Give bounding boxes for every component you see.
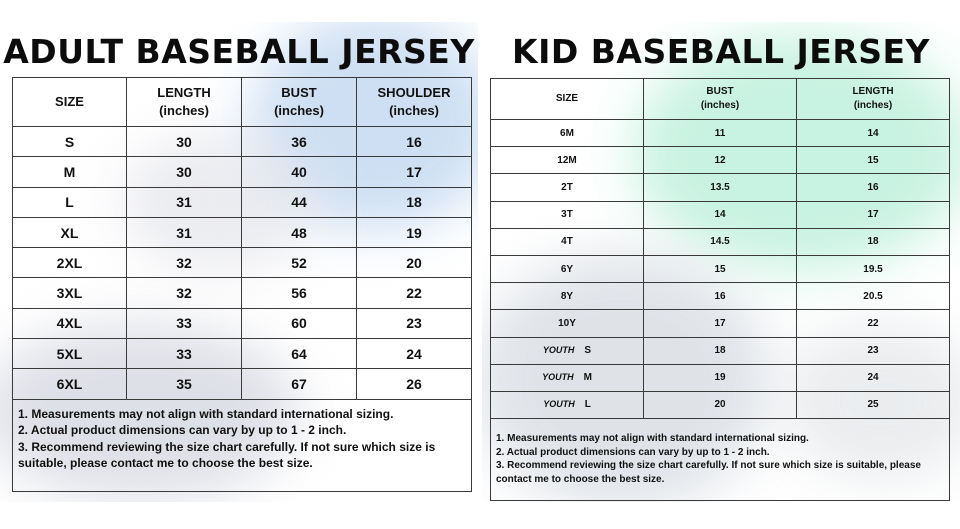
table-row — [13, 308, 472, 338]
adult-header-size: SIZE — [13, 78, 127, 127]
length-cell: 32 — [127, 248, 242, 278]
adult-header-shoulder: SHOULDER (inches) — [357, 78, 472, 127]
length-cell: 25 — [797, 391, 950, 418]
shoulder-cell: 26 — [357, 369, 472, 399]
table-row — [13, 278, 472, 308]
shoulder-cell: 24 — [357, 339, 472, 369]
kid-header-length: LENGTH (inches) — [797, 79, 950, 120]
length-cell: 30 — [127, 127, 242, 157]
kid-header-size: SIZE — [491, 79, 644, 120]
bust-cell: 48 — [242, 217, 357, 247]
bust-cell: 36 — [242, 127, 357, 157]
size-cell: 6Y — [491, 255, 644, 282]
size-cell: 10Y — [491, 310, 644, 337]
bust-cell: 12 — [644, 147, 797, 174]
length-cell: 18 — [797, 228, 950, 255]
bust-cell: 15 — [644, 255, 797, 282]
length-cell: 35 — [127, 369, 242, 399]
shoulder-cell: 19 — [357, 217, 472, 247]
length-cell: 32 — [127, 278, 242, 308]
table-row — [491, 201, 950, 228]
table-row — [13, 369, 472, 399]
table-row — [491, 255, 950, 282]
size-cell: M — [13, 157, 127, 187]
adult-notes-row — [13, 399, 472, 491]
adult-header-bust: BUST (inches) — [242, 78, 357, 127]
adult-note-1: 1. Measurements may not align with standard international sizing. — [18, 406, 394, 421]
bust-cell: 14 — [644, 201, 797, 228]
adult-size-chart-panel — [0, 22, 478, 502]
table-row — [491, 174, 950, 201]
table-row — [13, 217, 472, 247]
table-row — [491, 310, 950, 337]
table-row — [491, 228, 950, 255]
length-cell: 23 — [797, 337, 950, 364]
bust-cell: 40 — [242, 157, 357, 187]
size-cell: 6M — [491, 120, 644, 147]
table-row — [491, 147, 950, 174]
bust-cell: 14.5 — [644, 228, 797, 255]
kid-note-3: 3. Recommend reviewing the size chart carefully. If not sure which size is suitable, please contact me to choose the best size. — [496, 460, 921, 485]
adult-title: ADULT BASEBALL JERSEY — [3, 32, 475, 71]
bust-cell: 52 — [242, 248, 357, 278]
bust-cell: 17 — [644, 310, 797, 337]
adult-size-table — [12, 77, 472, 492]
length-cell: 31 — [127, 217, 242, 247]
bust-cell: 19 — [644, 364, 797, 391]
size-cell: YOUTH L — [491, 391, 644, 418]
adult-notes — [13, 399, 472, 491]
bust-cell: 67 — [242, 369, 357, 399]
size-cell: 3XL — [13, 278, 127, 308]
shoulder-cell: 20 — [357, 248, 472, 278]
kid-header-bust: BUST (inches) — [644, 79, 797, 120]
size-cell: 6XL — [13, 369, 127, 399]
size-cell: 2T — [491, 174, 644, 201]
table-row — [13, 157, 472, 187]
table-row — [13, 187, 472, 217]
adult-note-2: 2. Actual product dimensions can vary by up to 1 - 2 inch. — [18, 423, 347, 438]
table-row — [13, 127, 472, 157]
length-cell: 33 — [127, 308, 242, 338]
length-cell: 19.5 — [797, 255, 950, 282]
table-row — [491, 364, 950, 391]
size-cell: YOUTH S — [491, 337, 644, 364]
size-cell: XL — [13, 217, 127, 247]
shoulder-cell: 18 — [357, 187, 472, 217]
bust-cell: 56 — [242, 278, 357, 308]
length-cell: 30 — [127, 157, 242, 187]
kid-size-table — [490, 78, 950, 501]
length-cell: 17 — [797, 201, 950, 228]
kid-notes — [491, 419, 950, 501]
table-row — [491, 337, 950, 364]
table-row — [491, 391, 950, 418]
length-cell: 31 — [127, 187, 242, 217]
adult-header-row — [13, 78, 472, 127]
shoulder-cell: 23 — [357, 308, 472, 338]
size-cell: 2XL — [13, 248, 127, 278]
length-cell: 22 — [797, 310, 950, 337]
length-cell: 16 — [797, 174, 950, 201]
adult-note-3: 3. Recommend reviewing the size chart carefully. If not sure which size is suitable, please contact me to choose the best size. — [18, 439, 436, 471]
bust-cell: 11 — [644, 120, 797, 147]
size-cell: 3T — [491, 201, 644, 228]
table-row — [13, 248, 472, 278]
kid-note-1: 1. Measurements may not align with standard international sizing. — [496, 433, 809, 445]
kid-header-row — [491, 79, 950, 120]
shoulder-cell: 17 — [357, 157, 472, 187]
table-row — [491, 120, 950, 147]
size-cell: S — [13, 127, 127, 157]
size-cell: 5XL — [13, 339, 127, 369]
size-cell: 12M — [491, 147, 644, 174]
size-cell: 8Y — [491, 283, 644, 310]
bust-cell: 44 — [242, 187, 357, 217]
length-cell: 24 — [797, 364, 950, 391]
length-cell: 14 — [797, 120, 950, 147]
kid-size-chart-panel — [482, 22, 960, 502]
kid-title: KID BASEBALL JERSEY — [512, 32, 930, 71]
length-cell: 15 — [797, 147, 950, 174]
size-cell: L — [13, 187, 127, 217]
bust-cell: 20 — [644, 391, 797, 418]
length-cell: 20.5 — [797, 283, 950, 310]
kid-notes-row — [491, 419, 950, 501]
size-cell: 4XL — [13, 308, 127, 338]
size-cell: 4T — [491, 228, 644, 255]
bust-cell: 64 — [242, 339, 357, 369]
size-cell: YOUTH M — [491, 364, 644, 391]
kid-note-2: 2. Actual product dimensions can vary by up to 1 - 2 inch. — [496, 446, 770, 458]
bust-cell: 13.5 — [644, 174, 797, 201]
bust-cell: 18 — [644, 337, 797, 364]
shoulder-cell: 16 — [357, 127, 472, 157]
bust-cell: 60 — [242, 308, 357, 338]
adult-header-length: LENGTH (inches) — [127, 78, 242, 127]
length-cell: 33 — [127, 339, 242, 369]
shoulder-cell: 22 — [357, 278, 472, 308]
table-row — [491, 283, 950, 310]
table-row — [13, 339, 472, 369]
bust-cell: 16 — [644, 283, 797, 310]
